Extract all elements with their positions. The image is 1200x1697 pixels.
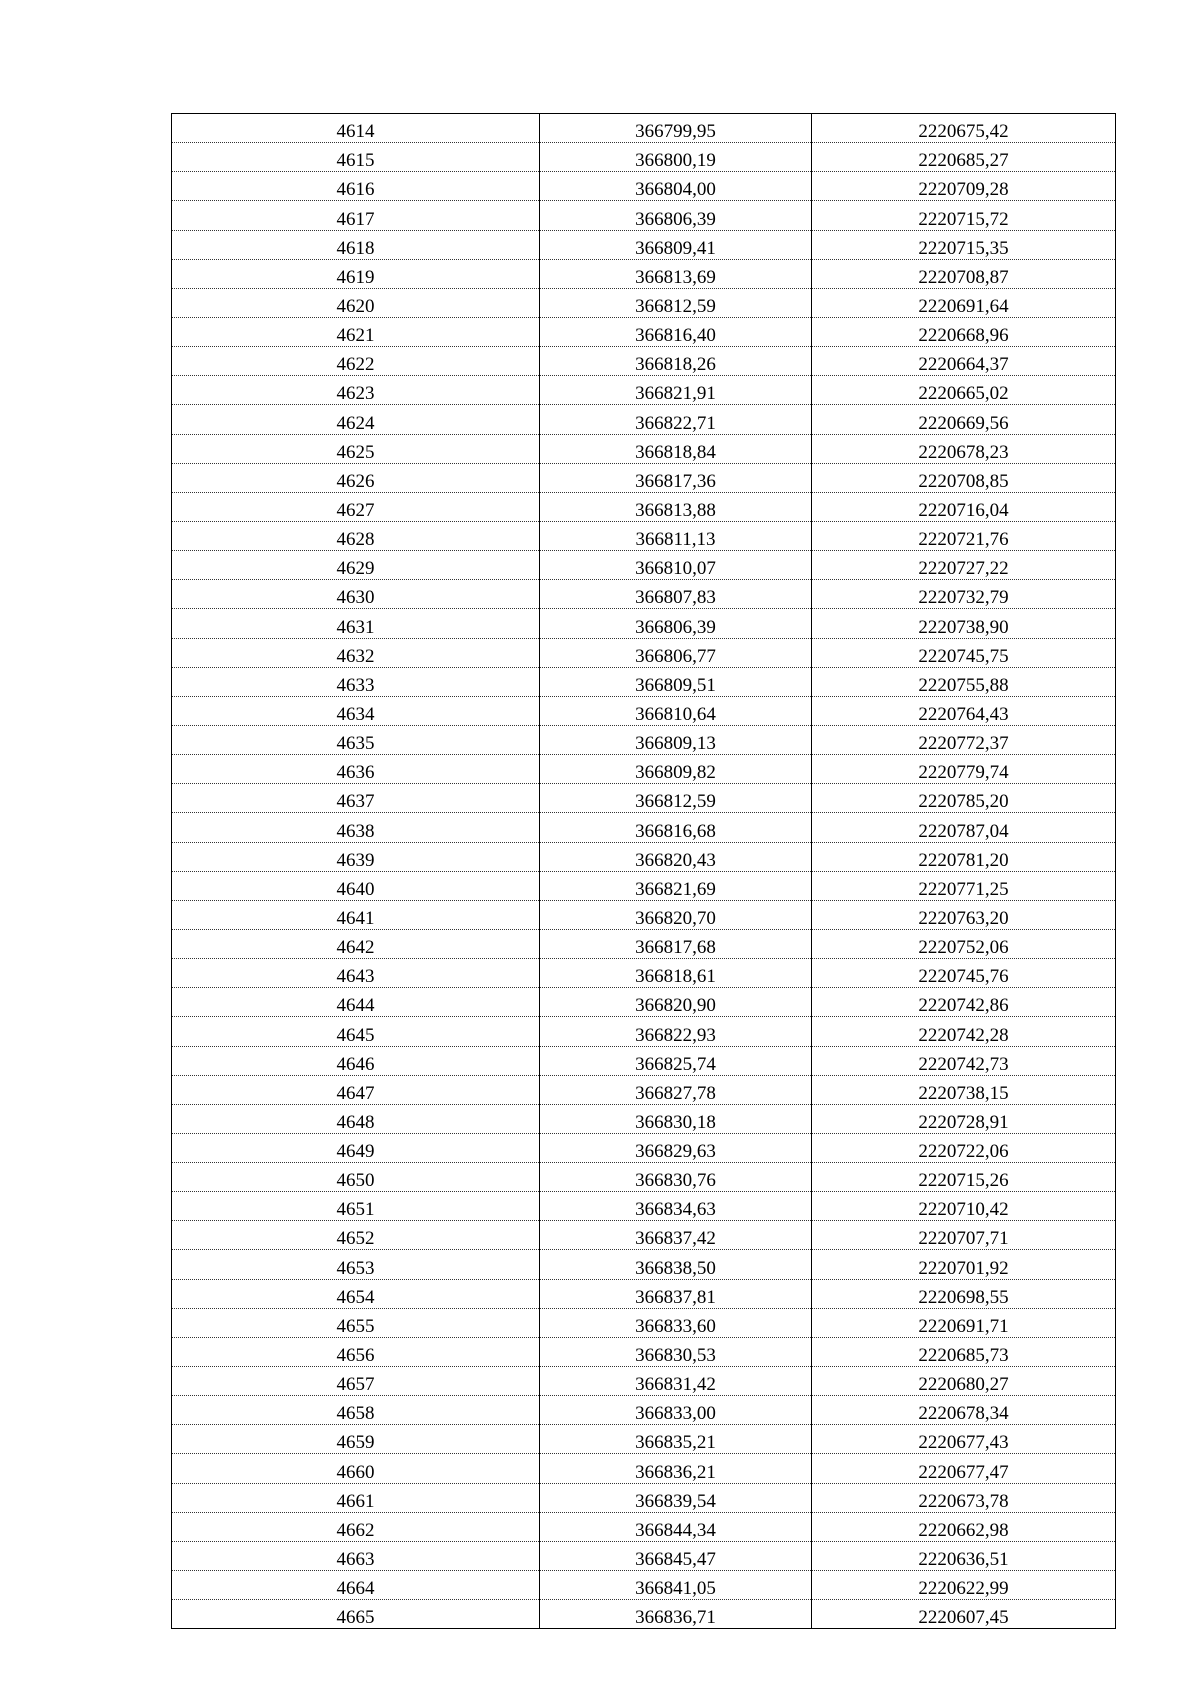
y-coordinate-cell: 2220622,99 <box>812 1571 1116 1600</box>
point-number-cell: 4635 <box>172 725 540 754</box>
y-coordinate-cell: 2220710,42 <box>812 1192 1116 1221</box>
point-number-cell: 4645 <box>172 1017 540 1046</box>
y-coordinate-cell: 2220698,55 <box>812 1279 1116 1308</box>
x-coordinate-cell: 366812,59 <box>540 288 812 317</box>
point-number-cell: 4659 <box>172 1425 540 1454</box>
table-row <box>172 813 1116 842</box>
x-coordinate-cell: 366812,59 <box>540 784 812 813</box>
y-coordinate-cell: 2220677,47 <box>812 1454 1116 1483</box>
point-number-cell: 4653 <box>172 1250 540 1279</box>
x-coordinate-cell: 366820,90 <box>540 988 812 1017</box>
table-row <box>172 1541 1116 1570</box>
table-row <box>172 609 1116 638</box>
y-coordinate-cell: 2220685,73 <box>812 1337 1116 1366</box>
point-number-cell: 4614 <box>172 114 540 143</box>
table-row <box>172 784 1116 813</box>
y-coordinate-cell: 2220678,23 <box>812 434 1116 463</box>
point-number-cell: 4643 <box>172 959 540 988</box>
point-number-cell: 4663 <box>172 1541 540 1570</box>
x-coordinate-cell: 366799,95 <box>540 114 812 143</box>
y-coordinate-cell: 2220677,43 <box>812 1425 1116 1454</box>
x-coordinate-cell: 366830,53 <box>540 1337 812 1366</box>
x-coordinate-cell: 366833,60 <box>540 1308 812 1337</box>
table-row <box>172 1454 1116 1483</box>
table-row <box>172 172 1116 201</box>
table-row <box>172 725 1116 754</box>
table-row <box>172 492 1116 521</box>
table-row <box>172 114 1116 143</box>
y-coordinate-cell: 2220673,78 <box>812 1483 1116 1512</box>
point-number-cell: 4655 <box>172 1308 540 1337</box>
x-coordinate-cell: 366811,13 <box>540 521 812 550</box>
x-coordinate-cell: 366836,71 <box>540 1600 812 1629</box>
x-coordinate-cell: 366809,82 <box>540 755 812 784</box>
table-row <box>172 959 1116 988</box>
x-coordinate-cell: 366829,63 <box>540 1133 812 1162</box>
table-row <box>172 1600 1116 1629</box>
y-coordinate-cell: 2220738,90 <box>812 609 1116 638</box>
y-coordinate-cell: 2220779,74 <box>812 755 1116 784</box>
y-coordinate-cell: 2220752,06 <box>812 929 1116 958</box>
point-number-cell: 4639 <box>172 842 540 871</box>
y-coordinate-cell: 2220745,75 <box>812 638 1116 667</box>
point-number-cell: 4626 <box>172 463 540 492</box>
y-coordinate-cell: 2220691,64 <box>812 288 1116 317</box>
point-number-cell: 4644 <box>172 988 540 1017</box>
y-coordinate-cell: 2220607,45 <box>812 1600 1116 1629</box>
table-row <box>172 638 1116 667</box>
table-row <box>172 1046 1116 1075</box>
y-coordinate-cell: 2220781,20 <box>812 842 1116 871</box>
table-row <box>172 288 1116 317</box>
x-coordinate-cell: 366836,21 <box>540 1454 812 1483</box>
x-coordinate-cell: 366831,42 <box>540 1367 812 1396</box>
y-coordinate-cell: 2220707,71 <box>812 1221 1116 1250</box>
table-row <box>172 1308 1116 1337</box>
y-coordinate-cell: 2220732,79 <box>812 580 1116 609</box>
table-row <box>172 551 1116 580</box>
x-coordinate-cell: 366813,88 <box>540 492 812 521</box>
x-coordinate-cell: 366830,18 <box>540 1104 812 1133</box>
table-row <box>172 1017 1116 1046</box>
point-number-cell: 4618 <box>172 230 540 259</box>
point-number-cell: 4615 <box>172 143 540 172</box>
point-number-cell: 4620 <box>172 288 540 317</box>
x-coordinate-cell: 366818,61 <box>540 959 812 988</box>
x-coordinate-cell: 366833,00 <box>540 1396 812 1425</box>
y-coordinate-cell: 2220785,20 <box>812 784 1116 813</box>
table-row <box>172 1250 1116 1279</box>
point-number-cell: 4665 <box>172 1600 540 1629</box>
table-row <box>172 230 1116 259</box>
point-number-cell: 4627 <box>172 492 540 521</box>
x-coordinate-cell: 366820,70 <box>540 900 812 929</box>
table-row <box>172 1367 1116 1396</box>
point-number-cell: 4621 <box>172 317 540 346</box>
y-coordinate-cell: 2220745,76 <box>812 959 1116 988</box>
table-row <box>172 1425 1116 1454</box>
table-row <box>172 1221 1116 1250</box>
x-coordinate-cell: 366810,64 <box>540 696 812 725</box>
table-row <box>172 434 1116 463</box>
table-row <box>172 521 1116 550</box>
y-coordinate-cell: 2220764,43 <box>812 696 1116 725</box>
point-number-cell: 4632 <box>172 638 540 667</box>
point-number-cell: 4664 <box>172 1571 540 1600</box>
x-coordinate-cell: 366806,39 <box>540 609 812 638</box>
table-row <box>172 900 1116 929</box>
x-coordinate-cell: 366822,71 <box>540 405 812 434</box>
point-number-cell: 4628 <box>172 521 540 550</box>
y-coordinate-cell: 2220664,37 <box>812 347 1116 376</box>
point-number-cell: 4640 <box>172 871 540 900</box>
table-row <box>172 667 1116 696</box>
x-coordinate-cell: 366809,41 <box>540 230 812 259</box>
point-number-cell: 4630 <box>172 580 540 609</box>
x-coordinate-cell: 366818,84 <box>540 434 812 463</box>
x-coordinate-cell: 366816,68 <box>540 813 812 842</box>
point-number-cell: 4625 <box>172 434 540 463</box>
y-coordinate-cell: 2220701,92 <box>812 1250 1116 1279</box>
point-number-cell: 4616 <box>172 172 540 201</box>
table-row <box>172 1512 1116 1541</box>
x-coordinate-cell: 366827,78 <box>540 1075 812 1104</box>
point-number-cell: 4662 <box>172 1512 540 1541</box>
x-coordinate-cell: 366838,50 <box>540 1250 812 1279</box>
table-row <box>172 347 1116 376</box>
x-coordinate-cell: 366837,81 <box>540 1279 812 1308</box>
y-coordinate-cell: 2220728,91 <box>812 1104 1116 1133</box>
point-number-cell: 4646 <box>172 1046 540 1075</box>
table-row <box>172 1337 1116 1366</box>
point-number-cell: 4660 <box>172 1454 540 1483</box>
table-row <box>172 755 1116 784</box>
y-coordinate-cell: 2220708,87 <box>812 259 1116 288</box>
x-coordinate-cell: 366822,93 <box>540 1017 812 1046</box>
y-coordinate-cell: 2220662,98 <box>812 1512 1116 1541</box>
point-number-cell: 4617 <box>172 201 540 230</box>
y-coordinate-cell: 2220715,35 <box>812 230 1116 259</box>
table-row <box>172 1396 1116 1425</box>
y-coordinate-cell: 2220716,04 <box>812 492 1116 521</box>
y-coordinate-cell: 2220771,25 <box>812 871 1116 900</box>
x-coordinate-cell: 366839,54 <box>540 1483 812 1512</box>
coordinates-table-body <box>172 114 1116 1629</box>
x-coordinate-cell: 366834,63 <box>540 1192 812 1221</box>
point-number-cell: 4649 <box>172 1133 540 1162</box>
x-coordinate-cell: 366809,13 <box>540 725 812 754</box>
y-coordinate-cell: 2220691,71 <box>812 1308 1116 1337</box>
x-coordinate-cell: 366807,83 <box>540 580 812 609</box>
y-coordinate-cell: 2220742,28 <box>812 1017 1116 1046</box>
y-coordinate-cell: 2220721,76 <box>812 521 1116 550</box>
point-number-cell: 4633 <box>172 667 540 696</box>
point-number-cell: 4634 <box>172 696 540 725</box>
x-coordinate-cell: 366825,74 <box>540 1046 812 1075</box>
table-row <box>172 696 1116 725</box>
point-number-cell: 4657 <box>172 1367 540 1396</box>
x-coordinate-cell: 366813,69 <box>540 259 812 288</box>
y-coordinate-cell: 2220708,85 <box>812 463 1116 492</box>
point-number-cell: 4647 <box>172 1075 540 1104</box>
table-row <box>172 1163 1116 1192</box>
point-number-cell: 4629 <box>172 551 540 580</box>
y-coordinate-cell: 2220685,27 <box>812 143 1116 172</box>
y-coordinate-cell: 2220680,27 <box>812 1367 1116 1396</box>
point-number-cell: 4642 <box>172 929 540 958</box>
table-row <box>172 1192 1116 1221</box>
point-number-cell: 4661 <box>172 1483 540 1512</box>
x-coordinate-cell: 366817,68 <box>540 929 812 958</box>
table-row <box>172 842 1116 871</box>
table-row <box>172 463 1116 492</box>
table-row <box>172 376 1116 405</box>
table-row <box>172 1279 1116 1308</box>
y-coordinate-cell: 2220709,28 <box>812 172 1116 201</box>
y-coordinate-cell: 2220787,04 <box>812 813 1116 842</box>
point-number-cell: 4637 <box>172 784 540 813</box>
y-coordinate-cell: 2220772,37 <box>812 725 1116 754</box>
x-coordinate-cell: 366821,91 <box>540 376 812 405</box>
table-row <box>172 201 1116 230</box>
x-coordinate-cell: 366816,40 <box>540 317 812 346</box>
x-coordinate-cell: 366835,21 <box>540 1425 812 1454</box>
y-coordinate-cell: 2220665,02 <box>812 376 1116 405</box>
table-row <box>172 580 1116 609</box>
x-coordinate-cell: 366845,47 <box>540 1541 812 1570</box>
point-number-cell: 4658 <box>172 1396 540 1425</box>
point-number-cell: 4622 <box>172 347 540 376</box>
table-row <box>172 259 1116 288</box>
y-coordinate-cell: 2220742,73 <box>812 1046 1116 1075</box>
table-row <box>172 1133 1116 1162</box>
y-coordinate-cell: 2220742,86 <box>812 988 1116 1017</box>
table-row <box>172 1104 1116 1133</box>
y-coordinate-cell: 2220738,15 <box>812 1075 1116 1104</box>
table-row <box>172 1075 1116 1104</box>
x-coordinate-cell: 366830,76 <box>540 1163 812 1192</box>
y-coordinate-cell: 2220722,06 <box>812 1133 1116 1162</box>
x-coordinate-cell: 366820,43 <box>540 842 812 871</box>
point-number-cell: 4619 <box>172 259 540 288</box>
point-number-cell: 4656 <box>172 1337 540 1366</box>
y-coordinate-cell: 2220715,26 <box>812 1163 1116 1192</box>
x-coordinate-cell: 366806,39 <box>540 201 812 230</box>
table-row <box>172 1571 1116 1600</box>
x-coordinate-cell: 366821,69 <box>540 871 812 900</box>
x-coordinate-cell: 366818,26 <box>540 347 812 376</box>
point-number-cell: 4638 <box>172 813 540 842</box>
point-number-cell: 4624 <box>172 405 540 434</box>
point-number-cell: 4654 <box>172 1279 540 1308</box>
point-number-cell: 4641 <box>172 900 540 929</box>
point-number-cell: 4631 <box>172 609 540 638</box>
x-coordinate-cell: 366800,19 <box>540 143 812 172</box>
y-coordinate-cell: 2220763,20 <box>812 900 1116 929</box>
x-coordinate-cell: 366809,51 <box>540 667 812 696</box>
x-coordinate-cell: 366806,77 <box>540 638 812 667</box>
table-row <box>172 405 1116 434</box>
y-coordinate-cell: 2220636,51 <box>812 1541 1116 1570</box>
y-coordinate-cell: 2220755,88 <box>812 667 1116 696</box>
y-coordinate-cell: 2220727,22 <box>812 551 1116 580</box>
table-row <box>172 1483 1116 1512</box>
table-row <box>172 929 1116 958</box>
table-row <box>172 317 1116 346</box>
y-coordinate-cell: 2220715,72 <box>812 201 1116 230</box>
y-coordinate-cell: 2220668,96 <box>812 317 1116 346</box>
x-coordinate-cell: 366837,42 <box>540 1221 812 1250</box>
table-row <box>172 988 1116 1017</box>
table-row <box>172 871 1116 900</box>
y-coordinate-cell: 2220678,34 <box>812 1396 1116 1425</box>
x-coordinate-cell: 366844,34 <box>540 1512 812 1541</box>
table-row <box>172 143 1116 172</box>
point-number-cell: 4650 <box>172 1163 540 1192</box>
x-coordinate-cell: 366810,07 <box>540 551 812 580</box>
x-coordinate-cell: 366841,05 <box>540 1571 812 1600</box>
point-number-cell: 4636 <box>172 755 540 784</box>
point-number-cell: 4648 <box>172 1104 540 1133</box>
coordinates-table <box>171 113 1116 1629</box>
point-number-cell: 4652 <box>172 1221 540 1250</box>
x-coordinate-cell: 366804,00 <box>540 172 812 201</box>
y-coordinate-cell: 2220675,42 <box>812 114 1116 143</box>
point-number-cell: 4623 <box>172 376 540 405</box>
y-coordinate-cell: 2220669,56 <box>812 405 1116 434</box>
x-coordinate-cell: 366817,36 <box>540 463 812 492</box>
point-number-cell: 4651 <box>172 1192 540 1221</box>
